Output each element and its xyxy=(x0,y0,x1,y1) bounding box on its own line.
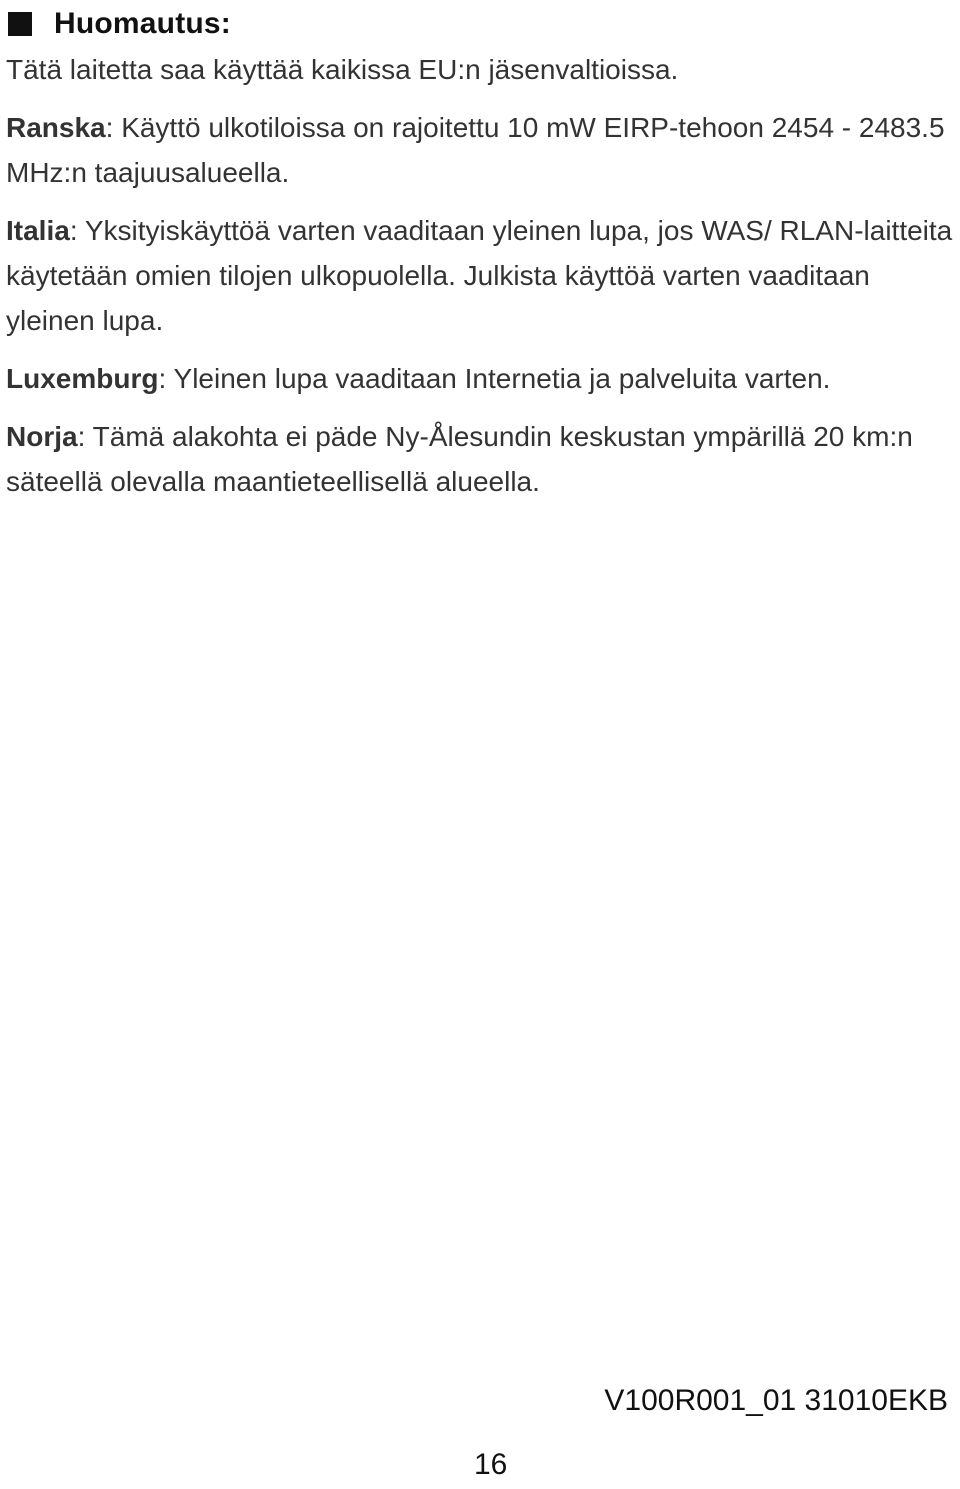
country-separator: : xyxy=(105,112,122,143)
country-paragraph-luxemburg xyxy=(6,356,954,401)
note-heading xyxy=(8,4,231,44)
country-name: Norja xyxy=(6,421,78,452)
country-separator: : xyxy=(158,363,174,394)
country-paragraph-italia xyxy=(6,208,954,343)
country-separator: : xyxy=(77,421,93,452)
country-name: Ranska xyxy=(6,112,106,143)
note-content xyxy=(6,47,954,517)
note-heading-text: Huomautus: xyxy=(54,7,231,40)
page-number: 16 xyxy=(474,1448,508,1481)
country-name: Italia xyxy=(6,215,70,246)
country-text: Yksityiskäyttöä varten vaaditaan yleinen lupa, jos WAS/ RLAN-laitteita käytetään omien tilojen ulkopuolella. Julkista käyttöä varten vaaditaan yleinen lupa. xyxy=(6,215,953,336)
black-square-icon xyxy=(8,12,32,36)
country-name: Luxemburg xyxy=(6,363,159,394)
document-code: V100R001_01 31010EKB xyxy=(604,1384,948,1417)
country-paragraph-norja xyxy=(6,414,954,504)
country-text: Tämä alakohta ei päde Ny-Ålesundin keskustan ympärillä 20 km:n säteellä olevalla maantieteellisellä alueella. xyxy=(6,421,913,497)
country-text: Yleinen lupa vaaditaan Internetia ja palveluita varten. xyxy=(173,363,831,394)
country-text: Käyttö ulkotiloissa on rajoitettu 10 mW EIRP-tehoon 2454 - 2483.5 MHz:n taajuusalueella. xyxy=(6,112,945,188)
country-separator: : xyxy=(69,215,85,246)
country-paragraph-ranska xyxy=(6,105,954,195)
intro-paragraph: Tätä laitetta saa käyttää kaikissa EU:n jäsenvaltioissa. xyxy=(6,54,679,85)
